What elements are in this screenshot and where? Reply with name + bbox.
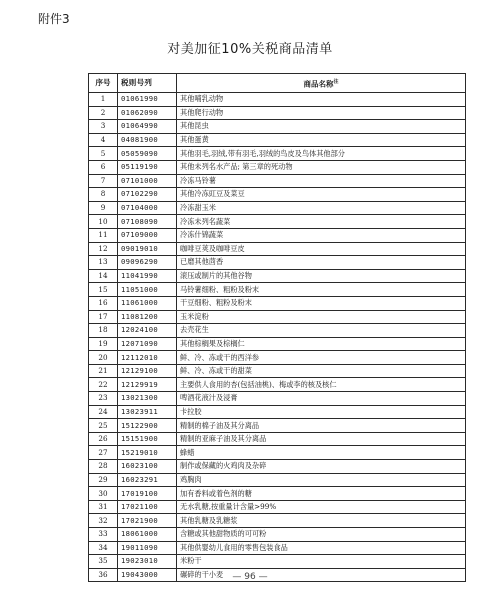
row-serial-cell: 22: [89, 378, 118, 392]
row-goods-name-cell: 冷冻甜玉米: [177, 201, 466, 215]
row-serial-cell: 35: [89, 555, 118, 569]
row-tariff-code-cell: 12112010: [118, 351, 177, 365]
row-goods-name-cell: 去壳花生: [177, 324, 466, 338]
row-tariff-code-cell: 19023010: [118, 555, 177, 569]
table-row: [89, 147, 466, 161]
page-number: — 96 —: [232, 572, 268, 582]
row-goods-name-cell: 碾碎的干小麦: [177, 568, 466, 582]
row-goods-name-cell: 啤酒花液汁及浸膏: [177, 392, 466, 406]
row-goods-name-cell: 其他昆虫: [177, 120, 466, 134]
row-tariff-code-cell: 01061990: [118, 93, 177, 107]
row-goods-name-cell: 其他羽毛,羽绒,带有羽毛,羽绒的鸟皮及鸟体其他部分: [177, 147, 466, 161]
row-goods-name-cell: 精制的亚麻子油及其分离品: [177, 432, 466, 446]
row-goods-name-cell: 其他未列名水产品; 第三章的死动物: [177, 160, 466, 174]
row-serial-cell: 2: [89, 106, 118, 120]
row-serial-cell: 4: [89, 133, 118, 147]
row-goods-name-cell: 其他供婴幼儿食用的零售包装食品: [177, 541, 466, 555]
row-goods-name-cell: 鲜、冷、冻或干的甜菜: [177, 364, 466, 378]
table-row: [89, 351, 466, 365]
table-row: [89, 514, 466, 528]
row-tariff-code-cell: 07101000: [118, 174, 177, 188]
row-serial-cell: 27: [89, 446, 118, 460]
row-goods-name-cell: 鸡胸肉: [177, 473, 466, 487]
table-row: [89, 201, 466, 215]
row-goods-name-cell: 无水乳糖,按重量计含量>99%: [177, 500, 466, 514]
row-tariff-code-cell: 09019010: [118, 242, 177, 256]
table-row: [89, 364, 466, 378]
row-serial-cell: 11: [89, 228, 118, 242]
table-row: [89, 446, 466, 460]
table-row: [89, 487, 466, 501]
row-tariff-code-cell: 11051000: [118, 283, 177, 297]
table-body: [89, 93, 466, 582]
row-tariff-code-cell: 17019100: [118, 487, 177, 501]
row-tariff-code-cell: 13021300: [118, 392, 177, 406]
row-serial-cell: 6: [89, 160, 118, 174]
table-row: [89, 133, 466, 147]
row-serial-cell: 36: [89, 568, 118, 582]
row-serial-cell: 29: [89, 473, 118, 487]
row-serial-cell: 21: [89, 364, 118, 378]
row-serial-cell: 12: [89, 242, 118, 256]
table-row: [89, 310, 466, 324]
document-title: 对美加征10%关税商品清单: [167, 42, 333, 57]
row-goods-name-cell: 其他冷冻豇豆及菜豆: [177, 188, 466, 202]
row-serial-cell: 9: [89, 201, 118, 215]
row-serial-cell: 10: [89, 215, 118, 229]
row-goods-name-cell: 其他哺乳动物: [177, 93, 466, 107]
row-goods-name-cell: 蜂蜡: [177, 446, 466, 460]
row-goods-name-cell: 卡拉胶: [177, 405, 466, 419]
row-tariff-code-cell: 09096290: [118, 256, 177, 270]
table-row: [89, 337, 466, 351]
row-serial-cell: 34: [89, 541, 118, 555]
row-goods-name-cell: 含糖或其他甜物质的可可粉: [177, 528, 466, 542]
row-tariff-code-cell: 16023291: [118, 473, 177, 487]
row-serial-cell: 7: [89, 174, 118, 188]
row-tariff-code-cell: 15219010: [118, 446, 177, 460]
row-serial-cell: 15: [89, 283, 118, 297]
row-tariff-code-cell: 11061000: [118, 296, 177, 310]
row-tariff-code-cell: 15122900: [118, 419, 177, 433]
column-header-serial: 序号: [89, 74, 118, 93]
row-serial-cell: 31: [89, 500, 118, 514]
row-serial-cell: 23: [89, 392, 118, 406]
row-tariff-code-cell: 11081200: [118, 310, 177, 324]
row-goods-name-cell: 其他乳糖及乳糖浆: [177, 514, 466, 528]
table-row: [89, 120, 466, 134]
row-goods-name-cell: 冷冻马铃薯: [177, 174, 466, 188]
row-serial-cell: 28: [89, 460, 118, 474]
row-tariff-code-cell: 07102290: [118, 188, 177, 202]
table-row: [89, 188, 466, 202]
column-header-goods-name: [177, 74, 466, 93]
attachment-label: 附件3: [38, 12, 70, 26]
row-tariff-code-cell: 12129100: [118, 364, 177, 378]
row-serial-cell: 13: [89, 256, 118, 270]
row-tariff-code-cell: 07109000: [118, 228, 177, 242]
column-header-tariff-code: 税则号列: [118, 74, 177, 93]
row-tariff-code-cell: 19043000: [118, 568, 177, 582]
row-tariff-code-cell: 12071090: [118, 337, 177, 351]
table-row: [89, 432, 466, 446]
row-goods-name-cell: 米粉干: [177, 555, 466, 569]
row-serial-cell: 25: [89, 419, 118, 433]
tariff-goods-table: [88, 73, 466, 582]
row-tariff-code-cell: 04081900: [118, 133, 177, 147]
row-serial-cell: 14: [89, 269, 118, 283]
row-serial-cell: 32: [89, 514, 118, 528]
row-tariff-code-cell: 07108090: [118, 215, 177, 229]
row-tariff-code-cell: 05059090: [118, 147, 177, 161]
row-tariff-code-cell: 05119190: [118, 160, 177, 174]
row-serial-cell: 3: [89, 120, 118, 134]
row-tariff-code-cell: 12024100: [118, 324, 177, 338]
row-goods-name-cell: 主要供人食用的杏(包括油桃)、梅或李的核及核仁: [177, 378, 466, 392]
row-goods-name-cell: 滚压或制片的其他谷物: [177, 269, 466, 283]
table-row: [89, 242, 466, 256]
row-goods-name-cell: 玉米淀粉: [177, 310, 466, 324]
row-serial-cell: 1: [89, 93, 118, 107]
table-row: [89, 378, 466, 392]
row-tariff-code-cell: 07104000: [118, 201, 177, 215]
row-serial-cell: 26: [89, 432, 118, 446]
row-goods-name-cell: 已磨其他茴香: [177, 256, 466, 270]
table-header-row: [89, 74, 466, 93]
row-serial-cell: 24: [89, 405, 118, 419]
table-row: [89, 269, 466, 283]
row-goods-name-cell: 其他蛋黄: [177, 133, 466, 147]
table-row: [89, 215, 466, 229]
row-goods-name-cell: 其他棕榈果及棕榈仁: [177, 337, 466, 351]
row-serial-cell: 5: [89, 147, 118, 161]
row-tariff-code-cell: 16023100: [118, 460, 177, 474]
row-tariff-code-cell: 17021900: [118, 514, 177, 528]
row-goods-name-cell: 制作或保藏的火鸡肉及杂碎: [177, 460, 466, 474]
row-serial-cell: 20: [89, 351, 118, 365]
table-row: [89, 419, 466, 433]
row-serial-cell: 8: [89, 188, 118, 202]
table-row: [89, 283, 466, 297]
row-tariff-code-cell: 13023911: [118, 405, 177, 419]
row-tariff-code-cell: 19011090: [118, 541, 177, 555]
table-header: [89, 74, 466, 93]
row-serial-cell: 18: [89, 324, 118, 338]
goods-name-header-text: 商品名称: [303, 79, 334, 89]
table-row: [89, 106, 466, 120]
table-row: [89, 160, 466, 174]
row-tariff-code-cell: 12129919: [118, 378, 177, 392]
row-serial-cell: 16: [89, 296, 118, 310]
table-row: [89, 228, 466, 242]
table-row: [89, 541, 466, 555]
table-row: [89, 555, 466, 569]
row-tariff-code-cell: 18061000: [118, 528, 177, 542]
table-row: [89, 500, 466, 514]
row-goods-name-cell: 精制的棉子油及其分离品: [177, 419, 466, 433]
row-goods-name-cell: 其他爬行动物: [177, 106, 466, 120]
row-serial-cell: 30: [89, 487, 118, 501]
table-row: [89, 528, 466, 542]
row-tariff-code-cell: 01064990: [118, 120, 177, 134]
row-serial-cell: 19: [89, 337, 118, 351]
row-tariff-code-cell: 01062090: [118, 106, 177, 120]
table-row: [89, 324, 466, 338]
row-goods-name-cell: 冷冻未列名蔬菜: [177, 215, 466, 229]
table-row: [89, 93, 466, 107]
table-row: [89, 405, 466, 419]
footnote-mark: 注: [333, 78, 339, 85]
row-tariff-code-cell: 15151900: [118, 432, 177, 446]
row-goods-name-cell: 加有香料或着色剂的糖: [177, 487, 466, 501]
row-serial-cell: 33: [89, 528, 118, 542]
row-goods-name-cell: 马铃薯细粉、粗粉及粉末: [177, 283, 466, 297]
row-serial-cell: 17: [89, 310, 118, 324]
table-row: [89, 256, 466, 270]
table-row: [89, 174, 466, 188]
table-row: [89, 473, 466, 487]
row-goods-name-cell: 干豆细粉、粗粉及粉末: [177, 296, 466, 310]
row-tariff-code-cell: 17021100: [118, 500, 177, 514]
table-row: [89, 392, 466, 406]
table-row: [89, 460, 466, 474]
row-goods-name-cell: 鲜、冷、冻或干的西洋参: [177, 351, 466, 365]
row-goods-name-cell: 冷冻什锦蔬菜: [177, 228, 466, 242]
table-row: [89, 296, 466, 310]
row-goods-name-cell: 咖啡豆荚及咖啡豆皮: [177, 242, 466, 256]
row-tariff-code-cell: 11041990: [118, 269, 177, 283]
